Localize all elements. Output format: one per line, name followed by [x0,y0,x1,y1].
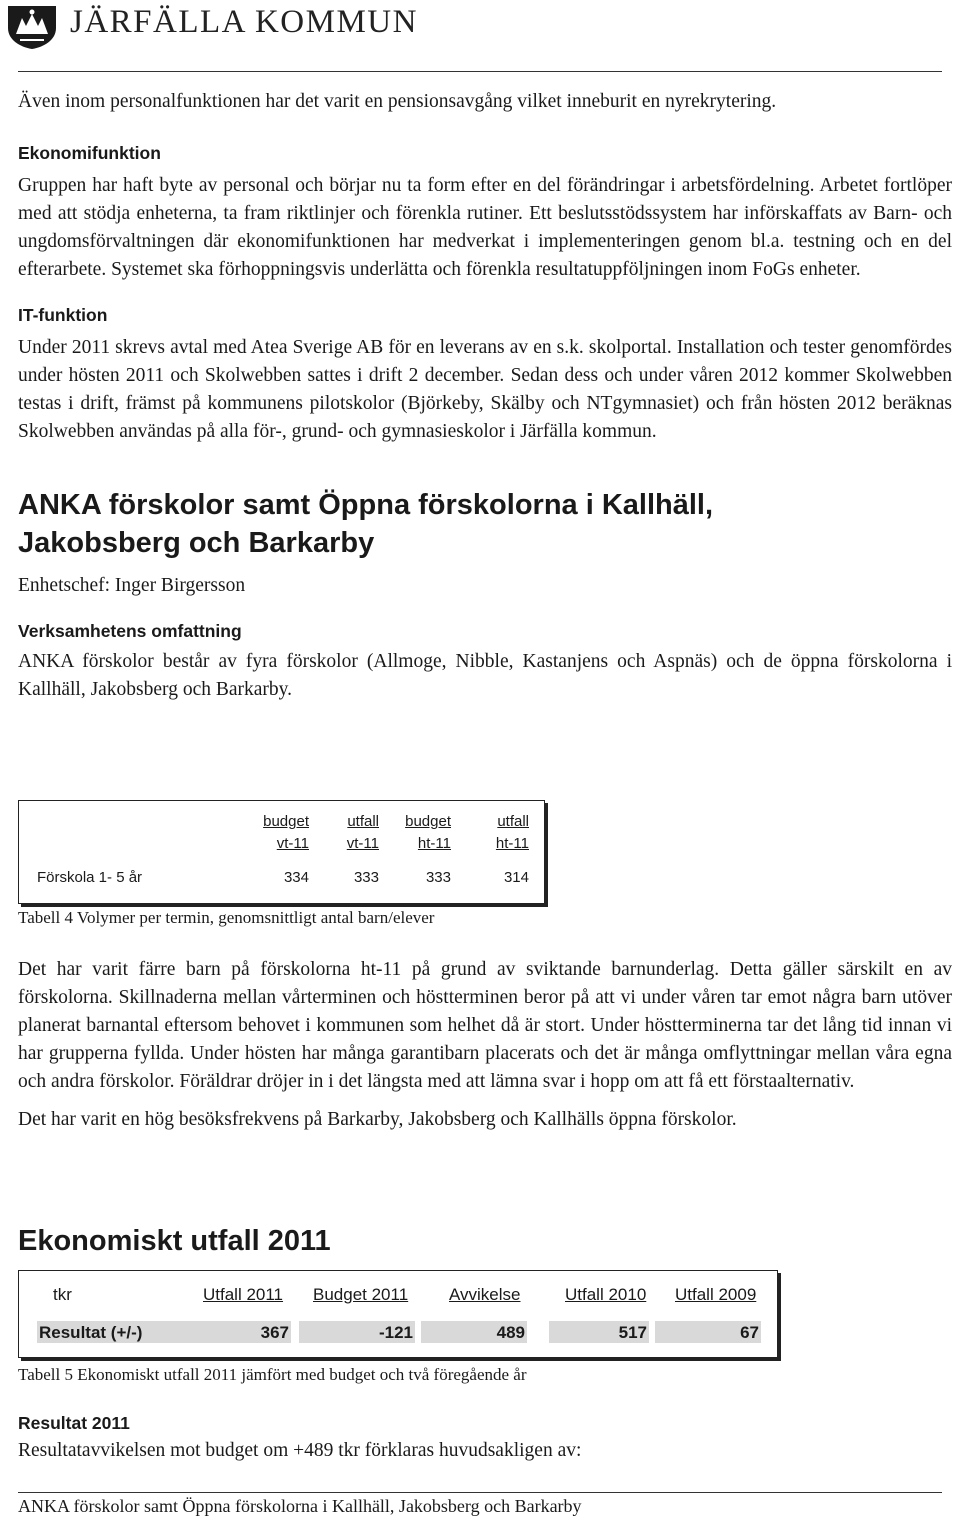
scope-heading: Verksamhetens omfattning [18,621,242,641]
visits-paragraph: Det har varit en hög besöksfrekvens på Barkarby, Jakobsberg och Kallhälls öppna förskolor. [18,1109,737,1130]
it-paragraph: Under 2011 skrevs avtal med Atea Sverige AB för en leverans av en s.k. skolportal. Installation och tester genomfördes under hösten 2011 och Skolwebben sattes i drift 2 december. Sedan dess och under våren 2012 kommer Skolwebben testas i drift, främst på kommunens pilotskolor (Björkeby, Skälby och NTgymnasiet) och från hösten 2012 beräknas Skolwebben användas på alla för-, grund- och gymnasieskolor i Järfälla kommun. [18,337,952,442]
row-label: Resultat (+/-) [39,1323,143,1342]
column-header: Utfall 2010 [565,1285,647,1304]
table-cell: 314 [503,869,529,886]
scope-paragraph: ANKA förskolor består av fyra förskolor (Allmoge, Nibble, Kastanjens och Aspnäs) och de öppna förskolorna i Kallhäll, Jakobsberg och Barkarby. [18,651,952,700]
table-cell: 517 [618,1323,647,1342]
page-header [0,0,960,72]
column-header: Budget 2011 [313,1285,409,1304]
table-cell: -121 [378,1323,413,1342]
intro-paragraph: Även inom personalfunktionen har det varit en pensionsavgång vilket inneburit en nyrekrytering. [18,91,777,112]
table-header: ht-11 [495,835,529,852]
table-header: vt-11 [346,835,379,852]
enrollment-paragraph: Det har varit färre barn på förskolorna ht-11 på grund av sviktande barnunderlag. Detta gäller särskilt en av förskolorna. Skillnaderna mellan vårterminen och höstterminen beror på att vi under våren tar emot några barn utöver planerat barnantal eftersom behovet i kommunen som helhet då är stort. Under höstterminerna tar det lång tid innan vi har grupperna fyllda. Under hösten har många garantibarn placerats och det är många omflyttningar mellan våra egna och andra förskolor. Föräldrar dröjer in i det längsta med att lämna svar i hopp om att få ett förstaalternativ. [18,959,952,1092]
section-title-line1: ANKA förskolor samt Öppna förskolorna i Kallhäll, [18,489,714,521]
column-header: Avvikelse [449,1285,521,1304]
page-footer: ANKA förskolor samt Öppna förskolorna i Kallhäll, Jakobsberg och Barkarby [18,1496,582,1516]
footer-divider [18,1492,942,1493]
ekonomi-heading: Ekonomifunktion [18,143,161,163]
table-cell: 67 [740,1323,759,1342]
table-cell: 333 [425,869,451,886]
table5-caption: Tabell 5 Ekonomiskt utfall 2011 jämfört med budget och två föregående år [18,1365,527,1384]
column-header: Utfall 2011 [203,1285,284,1304]
table-cell: 489 [496,1323,525,1342]
table-header: budget [263,813,309,830]
table-header: ht-11 [417,835,451,852]
it-heading: IT-funktion [18,305,108,325]
column-header: Utfall 2009 [675,1285,757,1304]
header-divider [18,71,942,72]
brand-name: JÄRFÄLLA KOMMUN [70,4,418,40]
table-header: vt-11 [276,835,309,852]
economic-result-table [18,1270,778,1358]
table4-caption: Tabell 4 Volymer per termin, genomsnittligt antal barn/elever [18,908,435,927]
table-cell: 333 [353,869,379,886]
table-cell: 367 [260,1323,289,1342]
table-header: utfall [347,813,379,830]
document-body [18,88,952,704]
unit-label: tkr [53,1285,72,1304]
jarfalla-coat-of-arms-icon [6,4,58,50]
section-title-line2: Jakobsberg och Barkarby [18,527,375,559]
result-paragraph: Resultatavvikelsen mot budget om +489 tkr förklaras huvudsakligen av: [18,1440,582,1461]
unit-manager: Enhetschef: Inger Birgersson [18,575,246,596]
table-cell: 334 [283,869,309,886]
volume-table [18,800,545,904]
result-heading: Resultat 2011 [18,1413,130,1433]
row-label: Förskola 1- 5 år [37,869,143,886]
table-header: utfall [497,813,529,830]
table-header: budget [405,813,451,830]
econ-heading: Ekonomiskt utfall 2011 [18,1225,331,1257]
ekonomi-paragraph: Gruppen har haft byte av personal och börjar nu ta form efter en del förändringar i arbetsfördelning. Arbetet fortlöper med att stödja enheterna, ta fram riktlinjer och förenkla rutiner. Ett beslutsstödssystem har införskaffats av Barn- och ungdomsförvaltningen där ekonomifunktionen har medverkat i implementeringen genom bl.a. testning och en del efterarbete. Systemet ska förhoppningsvis underlätta och förenkla resultatuppföljningen inom FoGs enheter. [18,175,952,280]
